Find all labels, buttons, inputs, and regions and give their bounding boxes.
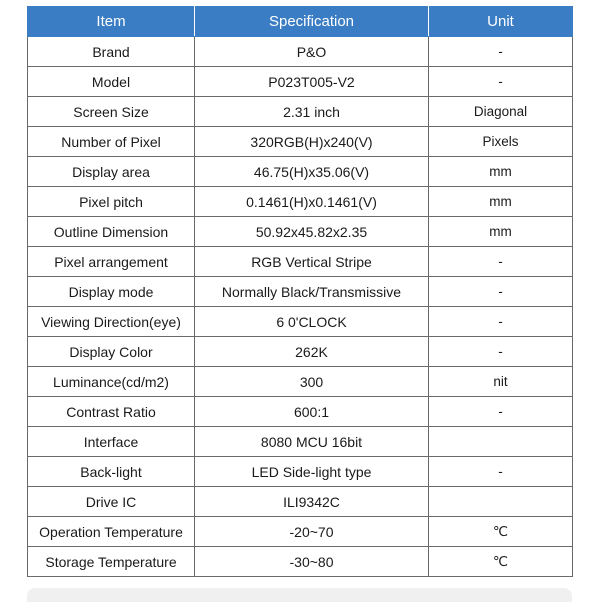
row-unit: - — [429, 67, 573, 97]
table-row — [28, 157, 573, 187]
table-row — [28, 277, 573, 307]
row-unit: mm — [429, 157, 573, 187]
table-header — [28, 7, 573, 37]
header-item: Item — [28, 7, 195, 37]
table-row — [28, 367, 573, 397]
row-unit: ℃ — [429, 517, 573, 547]
row-unit: Pixels — [429, 127, 573, 157]
row-specification: P023T005-V2 — [195, 67, 429, 97]
row-item: Display area — [28, 157, 195, 187]
row-specification: 50.92x45.82x2.35 — [195, 217, 429, 247]
row-item: Viewing Direction(eye) — [28, 307, 195, 337]
row-item: Display Color — [28, 337, 195, 367]
row-unit: mm — [429, 217, 573, 247]
table-row — [28, 337, 573, 367]
row-item: Storage Temperature — [28, 547, 195, 577]
table-row — [28, 97, 573, 127]
table-row — [28, 37, 573, 67]
row-item: Luminance(cd/m2) — [28, 367, 195, 397]
table-row — [28, 487, 573, 517]
row-unit: - — [429, 37, 573, 67]
row-item: Model — [28, 67, 195, 97]
header-specification: Specification — [195, 7, 429, 37]
header-unit: Unit — [429, 7, 573, 37]
row-item: Screen Size — [28, 97, 195, 127]
row-item: Brand — [28, 37, 195, 67]
row-specification: -30~80 — [195, 547, 429, 577]
row-unit: - — [429, 337, 573, 367]
row-unit: - — [429, 457, 573, 487]
table-row — [28, 217, 573, 247]
row-item: Display mode — [28, 277, 195, 307]
row-item: Drive IC — [28, 487, 195, 517]
table-row — [28, 517, 573, 547]
table-row — [28, 187, 573, 217]
row-specification: 2.31 inch — [195, 97, 429, 127]
row-item: Contrast Ratio — [28, 397, 195, 427]
row-unit — [429, 487, 573, 517]
row-specification: ILI9342C — [195, 487, 429, 517]
row-specification: 46.75(H)x35.06(V) — [195, 157, 429, 187]
row-specification: 320RGB(H)x240(V) — [195, 127, 429, 157]
row-specification: Normally Black/Transmissive — [195, 277, 429, 307]
spec-table-container — [27, 6, 572, 577]
table-row — [28, 247, 573, 277]
spec-table — [27, 6, 573, 577]
row-specification: 600:1 — [195, 397, 429, 427]
row-specification: 0.1461(H)x0.1461(V) — [195, 187, 429, 217]
row-unit — [429, 427, 573, 457]
row-unit: mm — [429, 187, 573, 217]
row-unit: nit — [429, 367, 573, 397]
row-item: Interface — [28, 427, 195, 457]
row-item: Number of Pixel — [28, 127, 195, 157]
row-specification: 6 0'CLOCK — [195, 307, 429, 337]
row-specification: 262K — [195, 337, 429, 367]
row-item: Outline Dimension — [28, 217, 195, 247]
row-item: Operation Temperature — [28, 517, 195, 547]
row-item: Back-light — [28, 457, 195, 487]
table-body — [28, 37, 573, 577]
row-specification: P&O — [195, 37, 429, 67]
row-unit: - — [429, 277, 573, 307]
row-unit: - — [429, 307, 573, 337]
row-unit: - — [429, 247, 573, 277]
table-row — [28, 307, 573, 337]
row-specification: 300 — [195, 367, 429, 397]
row-specification: -20~70 — [195, 517, 429, 547]
table-row — [28, 547, 573, 577]
row-item: Pixel pitch — [28, 187, 195, 217]
row-specification: 8080 MCU 16bit — [195, 427, 429, 457]
row-specification: RGB Vertical Stripe — [195, 247, 429, 277]
row-unit: ℃ — [429, 547, 573, 577]
table-row — [28, 67, 573, 97]
row-unit: Diagonal — [429, 97, 573, 127]
row-item: Pixel arrangement — [28, 247, 195, 277]
table-row — [28, 427, 573, 457]
row-specification: LED Side-light type — [195, 457, 429, 487]
table-row — [28, 397, 573, 427]
table-row — [28, 127, 573, 157]
row-unit: - — [429, 397, 573, 427]
header-row — [28, 7, 573, 37]
table-row — [28, 457, 573, 487]
